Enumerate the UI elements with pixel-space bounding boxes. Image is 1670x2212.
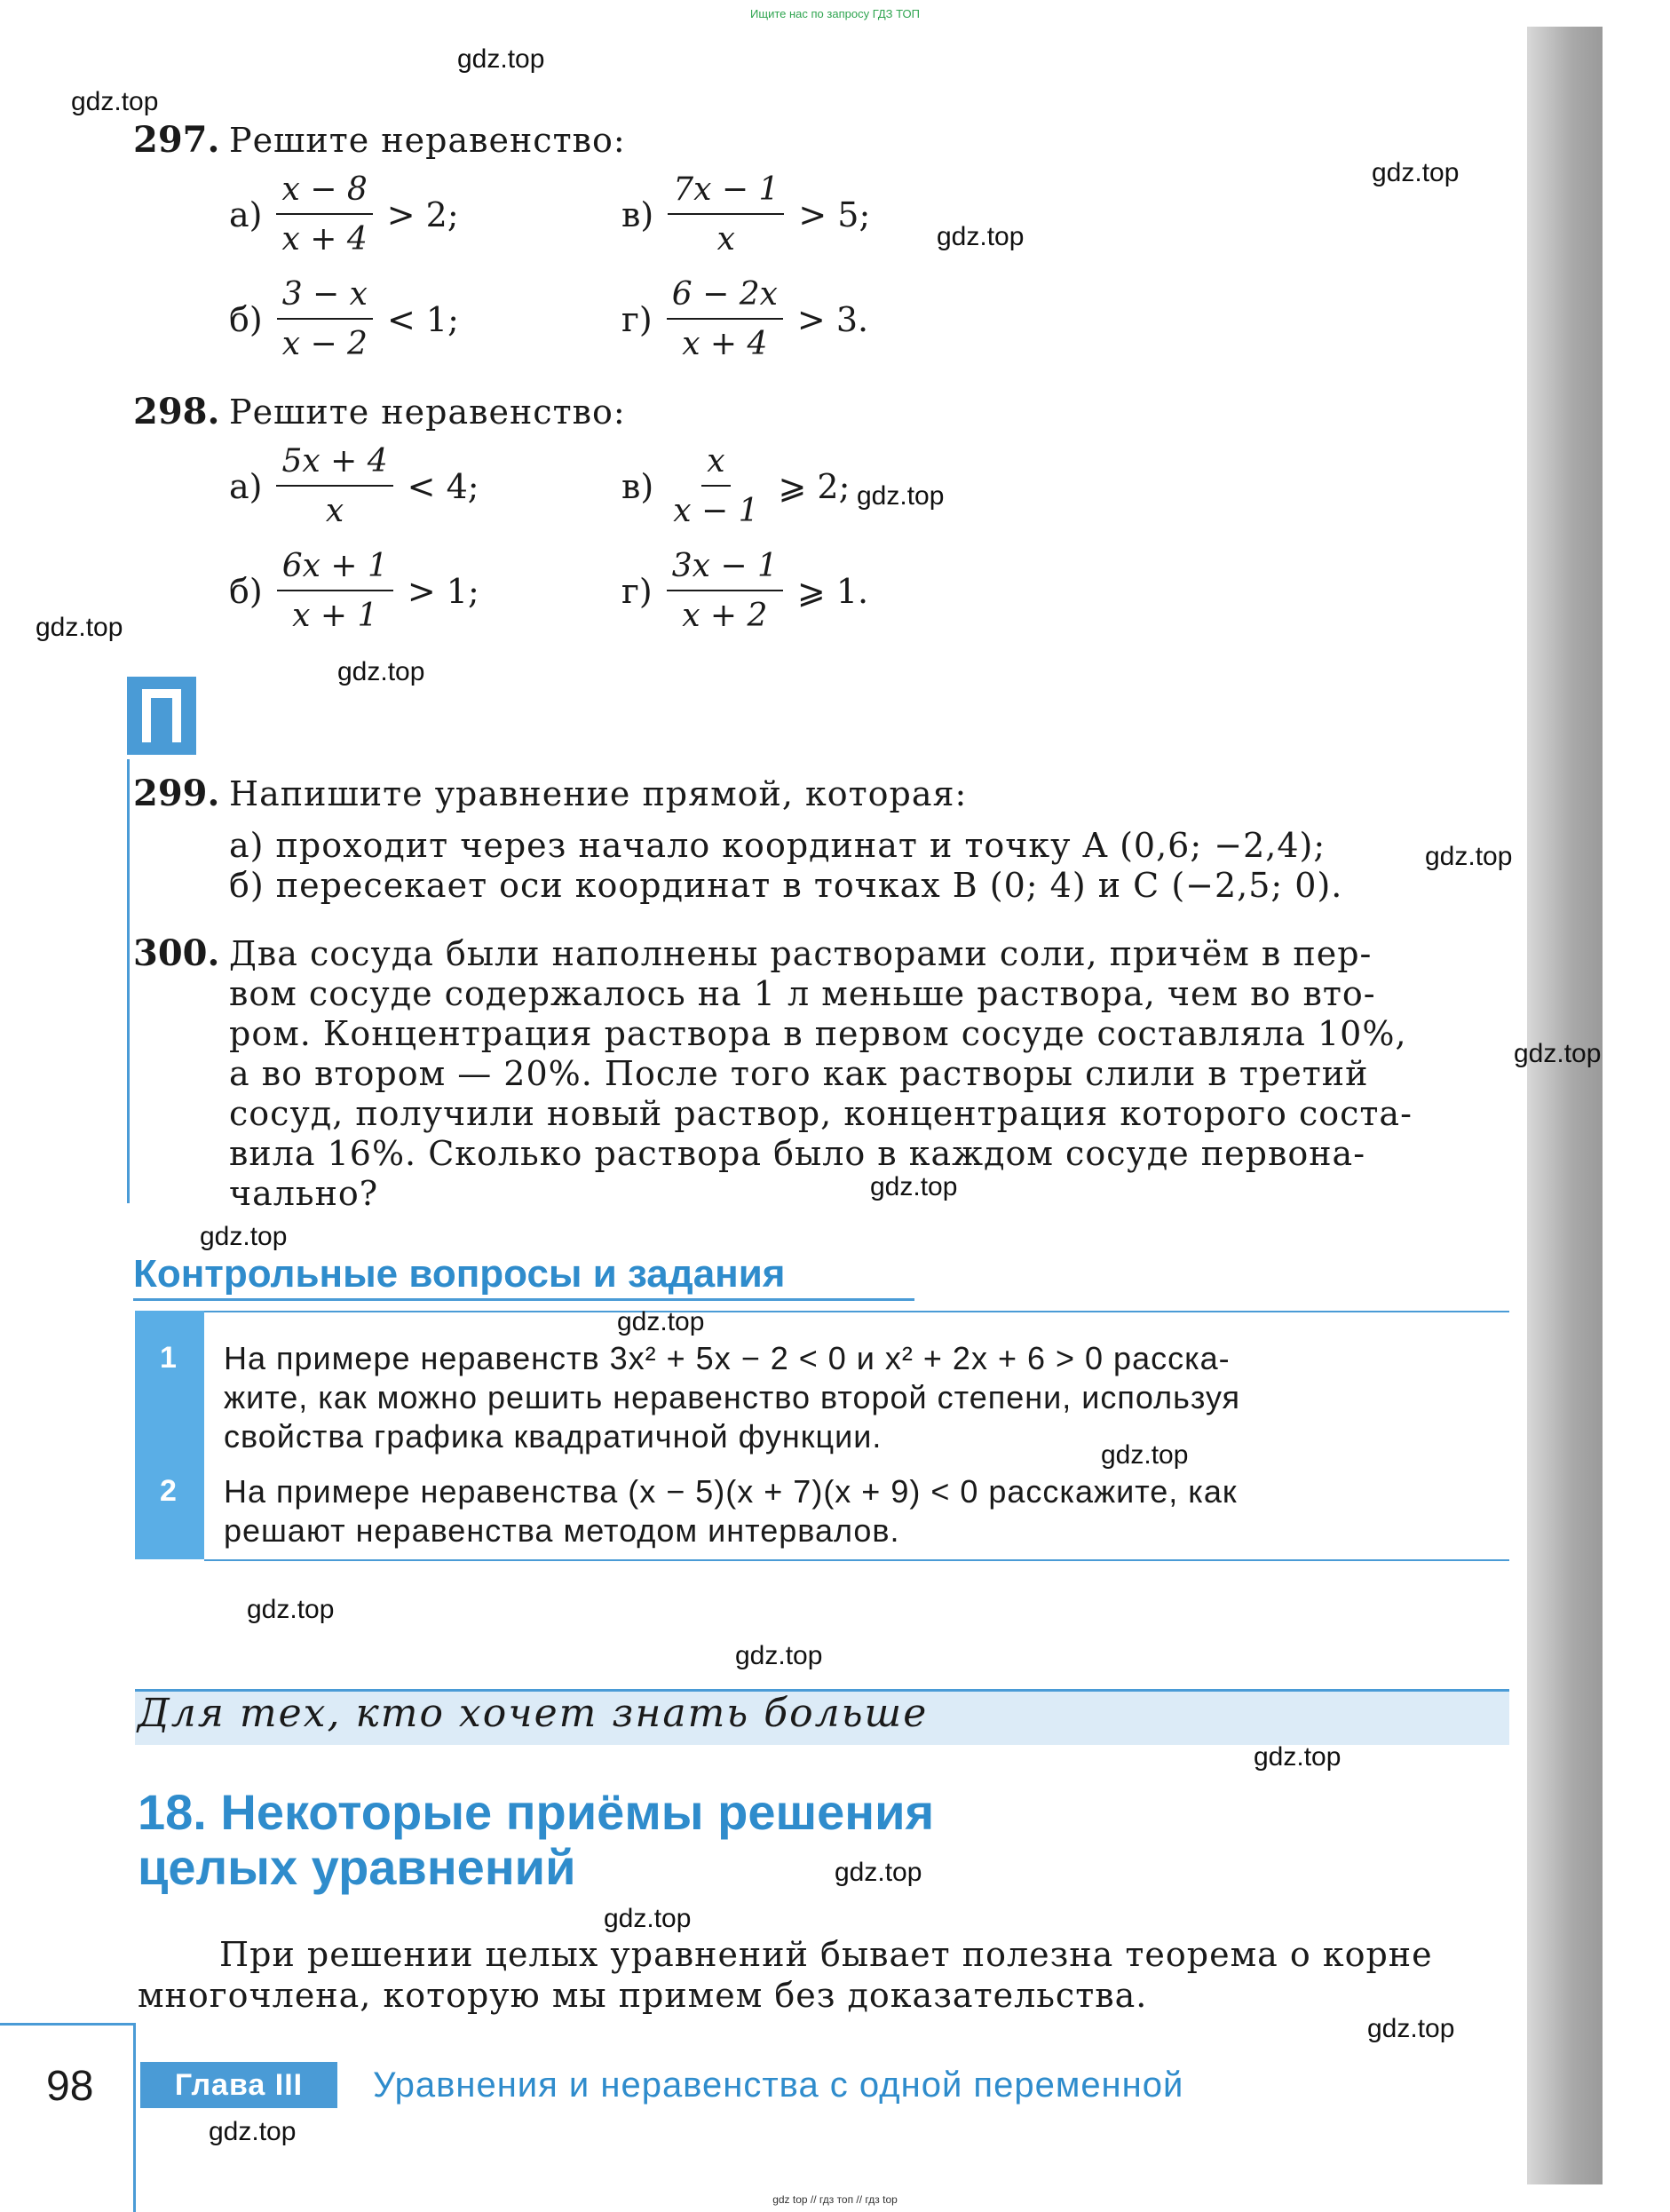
ineq-rhs: > 2; bbox=[386, 195, 459, 234]
top-banner: Ищите нас по запросу ГДЗ ТОП bbox=[750, 7, 920, 20]
watermark: gdz.top bbox=[1514, 1039, 1602, 1068]
ineq-label: в) bbox=[621, 195, 654, 234]
text-line: При решении целых уравнений бывает полезна теорема о корне bbox=[219, 1935, 1433, 1974]
section-title bbox=[138, 1785, 934, 1895]
problem-297-number: 297. bbox=[133, 119, 220, 161]
bottom-banner: gdz top // гдз топ // гдз top bbox=[772, 2193, 898, 2206]
ineq-rhs: ⩾ 2; bbox=[778, 467, 851, 506]
text-line: жите, как можно решить неравенство второй степени, используя bbox=[224, 1379, 1241, 1415]
problem-299-line-b: б) пересекает оси координат в точках B (0; 4) и C (−2,5; 0). bbox=[229, 866, 1343, 905]
section-title-line-1: 18. Некоторые приёмы решения bbox=[138, 1784, 935, 1840]
denominator: x − 2 bbox=[281, 326, 368, 362]
denominator: x + 2 bbox=[682, 598, 768, 634]
denominator: x + 4 bbox=[682, 326, 768, 362]
numerator: 6x + 1 bbox=[277, 551, 393, 591]
text-line: вила 16%. Сколько раствора было в каждом сосуде первона- bbox=[229, 1134, 1366, 1173]
question-1-number: 1 bbox=[160, 1341, 177, 1375]
question-1-text bbox=[224, 1339, 1502, 1456]
numerator: x − 8 bbox=[276, 174, 372, 215]
denominator: x + 4 bbox=[281, 221, 368, 258]
watermark: gdz.top bbox=[337, 657, 425, 686]
problem-298-number: 298. bbox=[133, 391, 220, 432]
ineq-label: б) bbox=[229, 300, 263, 339]
watermark: gdz.top bbox=[735, 1641, 823, 1670]
text-line: На примере неравенств 3x² + 5x − 2 < 0 и x² + 2x + 6 > 0 расска- bbox=[224, 1340, 1231, 1376]
text-line: многочлена, которую мы примем без доказательства. bbox=[138, 1976, 1148, 2015]
ineq-298-v bbox=[621, 443, 851, 529]
ineq-298-a bbox=[229, 443, 479, 529]
numerator: 3x − 1 bbox=[667, 551, 783, 591]
ineq-rhs: > 5; bbox=[798, 195, 871, 234]
ineq-rhs: > 1; bbox=[407, 572, 479, 611]
watermark: gdz.top bbox=[1425, 842, 1513, 871]
section-sidebar-line bbox=[127, 759, 130, 1203]
section-marker-icon-inner bbox=[151, 698, 172, 742]
control-heading-underline bbox=[133, 1298, 914, 1301]
question-2-number: 2 bbox=[160, 1474, 177, 1508]
problem-297-title: Решите неравенство: bbox=[229, 121, 626, 160]
ineq-rhs: ⩾ 1. bbox=[796, 572, 869, 611]
text-line: Два сосуда были наполнены растворами соли, причём в пер- bbox=[229, 934, 1373, 973]
control-questions-heading: Контрольные вопросы и задания bbox=[133, 1252, 786, 1296]
denominator: x bbox=[716, 221, 735, 258]
text-line: а во втором — 20%. После того как растворы слили в третий bbox=[229, 1054, 1369, 1093]
numerator: 5x + 4 bbox=[276, 446, 392, 487]
numerator: x bbox=[701, 446, 730, 487]
ineq-label: в) bbox=[621, 467, 654, 506]
chapter-badge: Глава III bbox=[140, 2062, 337, 2108]
text-line: вом сосуде содержалось на 1 л меньше раствора, чем во вто- bbox=[229, 974, 1376, 1013]
ineq-label: б) bbox=[229, 572, 263, 611]
section-title-line-2: целых уравнений bbox=[138, 1839, 576, 1895]
problem-298-title: Решите неравенство: bbox=[229, 392, 626, 432]
denominator: x − 1 bbox=[673, 493, 759, 529]
ineq-rhs: < 4; bbox=[407, 467, 479, 506]
watermark: gdz.top bbox=[200, 1222, 288, 1251]
problem-299-line-a: а) проходит через начало координат и точку A (0,6; −2,4); bbox=[229, 826, 1326, 865]
watermark: gdz.top bbox=[617, 1307, 705, 1336]
watermark: gdz.top bbox=[1254, 1742, 1342, 1772]
problem-300-number: 300. bbox=[133, 932, 220, 974]
footer-line bbox=[0, 2023, 136, 2026]
fraction bbox=[277, 548, 393, 634]
page-edge-shadow bbox=[1527, 27, 1603, 2184]
problem-299-number: 299. bbox=[133, 773, 220, 814]
fraction bbox=[277, 276, 373, 362]
ineq-297-b bbox=[229, 276, 459, 362]
watermark: gdz.top bbox=[937, 222, 1025, 251]
ineq-297-v bbox=[621, 171, 871, 258]
watermark: gdz.top bbox=[209, 2117, 297, 2146]
denominator: x + 1 bbox=[292, 598, 378, 634]
text-line: чально? bbox=[229, 1174, 379, 1213]
ineq-label: а) bbox=[229, 195, 263, 234]
page-number: 98 bbox=[46, 2063, 94, 2110]
text-line: решают неравенства методом интервалов. bbox=[224, 1512, 900, 1549]
chapter-title: Уравнения и неравенства с одной переменной bbox=[373, 2065, 1184, 2105]
ineq-label: а) bbox=[229, 467, 263, 506]
fraction bbox=[276, 443, 392, 529]
divider bbox=[204, 1311, 1509, 1312]
ineq-rhs: > 3. bbox=[796, 300, 869, 339]
ineq-rhs: < 1; bbox=[386, 300, 459, 339]
footer-line bbox=[133, 2023, 136, 2212]
watermark: gdz.top bbox=[835, 1858, 922, 1887]
problem-299-title: Напишите уравнение прямой, которая: bbox=[229, 774, 968, 813]
watermark: gdz.top bbox=[1101, 1440, 1189, 1470]
numerator: 6 − 2x bbox=[667, 279, 783, 320]
fraction bbox=[668, 171, 784, 258]
watermark: gdz.top bbox=[247, 1595, 335, 1624]
more-title: Для тех, кто хочет знать больше bbox=[138, 1691, 929, 1736]
ineq-298-b bbox=[229, 548, 479, 634]
fraction bbox=[667, 548, 783, 634]
divider bbox=[204, 1559, 1509, 1561]
watermark: gdz.top bbox=[36, 613, 123, 642]
ineq-298-g bbox=[621, 548, 869, 634]
ineq-label: г) bbox=[621, 300, 653, 339]
question-2-text bbox=[224, 1472, 1502, 1550]
text-line: сосуд, получили новый раствор, концентрация которого соста- bbox=[229, 1094, 1413, 1133]
ineq-297-a bbox=[229, 171, 459, 258]
fraction bbox=[667, 276, 783, 362]
fraction bbox=[668, 443, 764, 529]
ineq-297-g bbox=[621, 276, 869, 362]
watermark: gdz.top bbox=[71, 87, 159, 116]
watermark: gdz.top bbox=[1367, 2014, 1455, 2043]
problem-300-text bbox=[229, 934, 1490, 1214]
numerator: 7x − 1 bbox=[668, 174, 784, 215]
watermark: gdz.top bbox=[870, 1172, 958, 1201]
numerator: 3 − x bbox=[277, 279, 373, 320]
text-line: ром. Концентрация раствора в первом сосуде составляла 10%, bbox=[229, 1014, 1407, 1053]
denominator: x bbox=[325, 493, 344, 529]
intro-text bbox=[138, 1934, 1505, 2016]
fraction bbox=[276, 171, 372, 258]
watermark: gdz.top bbox=[1372, 158, 1460, 187]
watermark: gdz.top bbox=[604, 1904, 692, 1933]
ineq-label: г) bbox=[621, 572, 653, 611]
watermark: gdz.top bbox=[857, 481, 945, 511]
watermark: gdz.top bbox=[457, 44, 545, 74]
text-line: свойства графика квадратичной функции. bbox=[224, 1418, 882, 1455]
text-line: На примере неравенства (x − 5)(x + 7)(x + 9) < 0 расскажите, как bbox=[224, 1473, 1238, 1510]
